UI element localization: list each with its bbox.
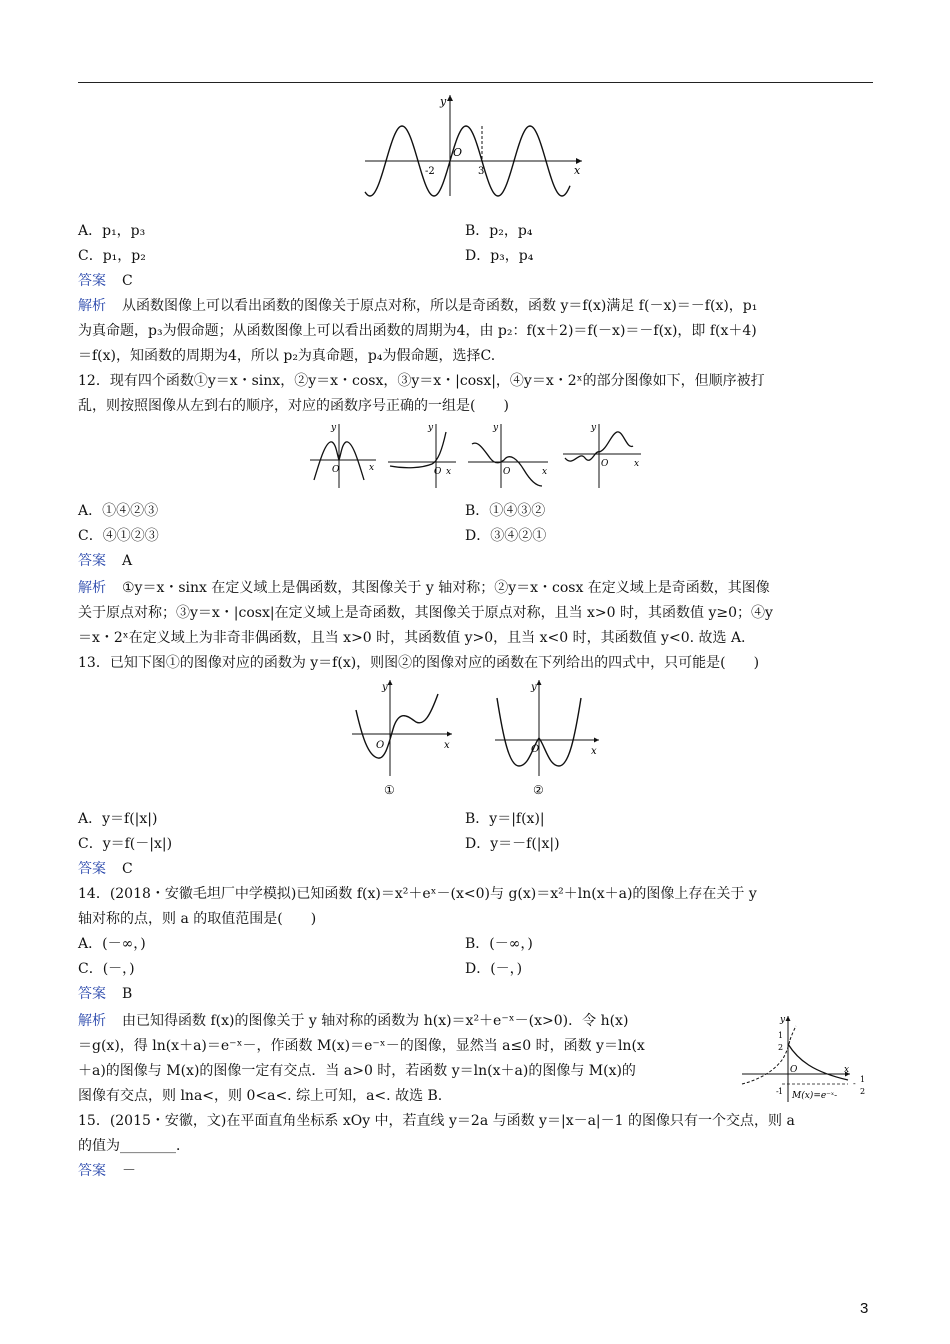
q13-option-d: D．y＝－f(|x|) bbox=[465, 836, 560, 852]
svg-text:x: x bbox=[591, 746, 597, 757]
svg-text:O: O bbox=[503, 467, 511, 477]
q11-analysis-line-1: 解析 从函数图像上可以看出函数的图像关于原点对称，所以是奇函数，函数 y＝f(x)满足 f(－x)＝－f(x)，p₁ bbox=[78, 298, 758, 314]
q13-graph-1 bbox=[352, 680, 452, 797]
svg-text:x: x bbox=[542, 467, 548, 477]
svg-text:1: 1 bbox=[860, 1075, 866, 1084]
q12-option-a: A．①④②③ bbox=[78, 503, 159, 519]
svg-text:y: y bbox=[780, 1015, 786, 1025]
q12-analysis-line-3: ＝x・2ˣ在定义域上为非奇非偶函数，且当 x>0 时，其函数值 y>0，且当 x<0 时，其函数值 y<0. 故选 A. bbox=[78, 630, 746, 646]
q13-option-a: A．y＝f(|x|) bbox=[78, 811, 158, 827]
q14-analysis-line-4: 图像有交点，则 lna<，则 0<a<. 综上可知，a<. 故选 B. bbox=[78, 1088, 443, 1104]
q11-analysis-line-2: 为真命题，p₃为假命题；从函数图像上可以看出函数的周期为4，由 p₂：f(x＋2)＝f(－x)＝－f(x)，即 f(x＋4) bbox=[78, 323, 757, 339]
svg-text:-: - bbox=[853, 1079, 856, 1088]
svg-text:y: y bbox=[428, 423, 434, 433]
page-number: 3 bbox=[860, 1300, 869, 1317]
svg-text:y: y bbox=[591, 423, 597, 433]
q12-answer: 答案 A bbox=[78, 553, 133, 569]
svg-text:O: O bbox=[531, 744, 540, 755]
q13-graphs bbox=[348, 676, 608, 800]
svg-text:O: O bbox=[376, 740, 385, 751]
svg-text:-: - bbox=[776, 1087, 779, 1096]
q14-option-d: D．(－，) bbox=[465, 961, 523, 977]
svg-text:1: 1 bbox=[778, 1031, 784, 1040]
q14-option-c: C．(－，) bbox=[78, 961, 135, 977]
q14-option-a: A．(－∞，) bbox=[78, 936, 146, 952]
svg-text:O: O bbox=[790, 1065, 798, 1075]
q11-tick-3: 3 bbox=[478, 166, 485, 177]
q14-analysis-line-2: ＝g(x)，得 ln(x＋a)＝e⁻ˣ－，作函数 M(x)＝e⁻ˣ－的图像，显然当 a≤0 时，函数 y＝ln(x bbox=[78, 1038, 645, 1054]
q11-origin-label: O bbox=[453, 146, 463, 159]
svg-text:x: x bbox=[369, 463, 375, 473]
svg-text:y: y bbox=[331, 423, 337, 433]
q12-graph-3 bbox=[468, 423, 548, 488]
svg-text:x: x bbox=[634, 459, 640, 469]
svg-text:2: 2 bbox=[778, 1043, 784, 1052]
q12-analysis-line-1: 解析 ①y＝x・sinx 在定义域上是偶函数，其图像关于 y 轴对称；②y＝x・cosx 在定义域上是奇函数，其图像 bbox=[78, 580, 770, 596]
q13-answer: 答案 C bbox=[78, 861, 133, 877]
q12-stem-line-2: 乱，则按照图像从左到右的顺序，对应的函数序号正确的一组是( ) bbox=[78, 398, 509, 414]
q12-analysis-line-2: 关于原点对称；③y＝x・|cosx|在定义域上是奇函数，其图像关于原点对称，且当 x>0 时，其函数值 y≥0；④y bbox=[78, 605, 773, 621]
q14-option-b: B．(－∞，) bbox=[465, 936, 533, 952]
q12-graph-4 bbox=[563, 423, 641, 488]
svg-text:M(x)=e⁻ˣ-: M(x)=e⁻ˣ- bbox=[792, 1091, 838, 1101]
q13-graph-2 bbox=[495, 680, 599, 797]
q13-option-b: B．y＝|f(x)| bbox=[465, 811, 545, 827]
q11-tick-neg2: -2 bbox=[425, 166, 435, 177]
q12-option-c: C．④①②③ bbox=[78, 528, 159, 544]
q13-caption-1: ① bbox=[384, 783, 395, 797]
svg-text:y: y bbox=[493, 423, 499, 433]
svg-text:1: 1 bbox=[778, 1087, 784, 1096]
q12-stem-line-1: 12．现有四个函数①y＝x・sinx，②y＝x・cosx，③y＝x・|cosx|，④y＝x・2ˣ的部分图像如下，但顺序被打 bbox=[78, 373, 765, 389]
q11-x-label: x bbox=[574, 164, 581, 177]
q11-sine-graph bbox=[360, 92, 590, 202]
q13-option-c: C．y＝f(－|x|) bbox=[78, 836, 173, 852]
q15-stem-line-2: 的值为________． bbox=[78, 1138, 190, 1154]
svg-text:x: x bbox=[844, 1065, 850, 1075]
q11-option-a: A．p₁，p₃ bbox=[78, 223, 146, 239]
svg-text:x: x bbox=[446, 467, 452, 477]
q11-option-b: B．p₂，p₄ bbox=[465, 223, 533, 239]
svg-text:x: x bbox=[444, 740, 450, 751]
q12-option-b: B．①④③② bbox=[465, 503, 546, 519]
q12-graphs bbox=[306, 420, 646, 492]
q11-analysis-line-3: ＝f(x)，知函数的周期为4，所以 p₂为真命题，p₄为假命题，选择C. bbox=[78, 348, 496, 364]
q14-graph bbox=[738, 1010, 878, 1104]
q14-analysis-line-1: 解析 由已知得函数 f(x)的图像关于 y 轴对称的函数为 h(x)＝x²＋e⁻ˣ－(x>0)．令 h(x) bbox=[78, 1013, 629, 1029]
svg-text:O: O bbox=[434, 467, 442, 477]
q11-y-label: y bbox=[440, 95, 447, 108]
q11-option-d: D．p₃，p₄ bbox=[465, 248, 534, 264]
q13-caption-2: ② bbox=[533, 783, 544, 797]
q11-option-c: C．p₁，p₂ bbox=[78, 248, 146, 264]
q13-stem: 13．已知下图①的图像对应的函数为 y＝f(x)，则图②的图像对应的函数在下列给出的四式中，只可能是( ) bbox=[78, 655, 760, 671]
header-rule bbox=[78, 82, 873, 83]
q15-answer: 答案 － bbox=[78, 1163, 136, 1179]
svg-text:y: y bbox=[382, 682, 388, 693]
q14-answer: 答案 B bbox=[78, 986, 133, 1002]
svg-text:O: O bbox=[601, 459, 609, 469]
svg-text:y: y bbox=[531, 682, 537, 693]
q15-stem-line-1: 15．(2015・安徽，文)在平面直角坐标系 xOy 中，若直线 y＝2a 与函数 y＝|x－a|－1 的图像只有一个交点，则 a bbox=[78, 1113, 795, 1129]
q14-stem-line-2: 轴对称的点，则 a 的取值范围是( ) bbox=[78, 911, 317, 927]
svg-text:O: O bbox=[332, 465, 340, 475]
q14-stem-line-1: 14．(2018・安徽毛坦厂中学模拟)已知函数 f(x)＝x²＋eˣ－(x<0)与 g(x)＝x²＋ln(x＋a)的图像上存在关于 y bbox=[78, 886, 757, 902]
svg-text:2: 2 bbox=[860, 1087, 866, 1096]
q12-option-d: D．③④②① bbox=[465, 528, 547, 544]
q12-graph-1 bbox=[310, 423, 376, 488]
q11-answer: 答案 C bbox=[78, 273, 133, 289]
q12-graph-2 bbox=[388, 423, 456, 488]
q14-analysis-line-3: ＋a)的图像与 M(x)的图像一定有交点．当 a>0 时，若函数 y＝ln(x＋a)的图像与 M(x)的 bbox=[78, 1063, 636, 1079]
